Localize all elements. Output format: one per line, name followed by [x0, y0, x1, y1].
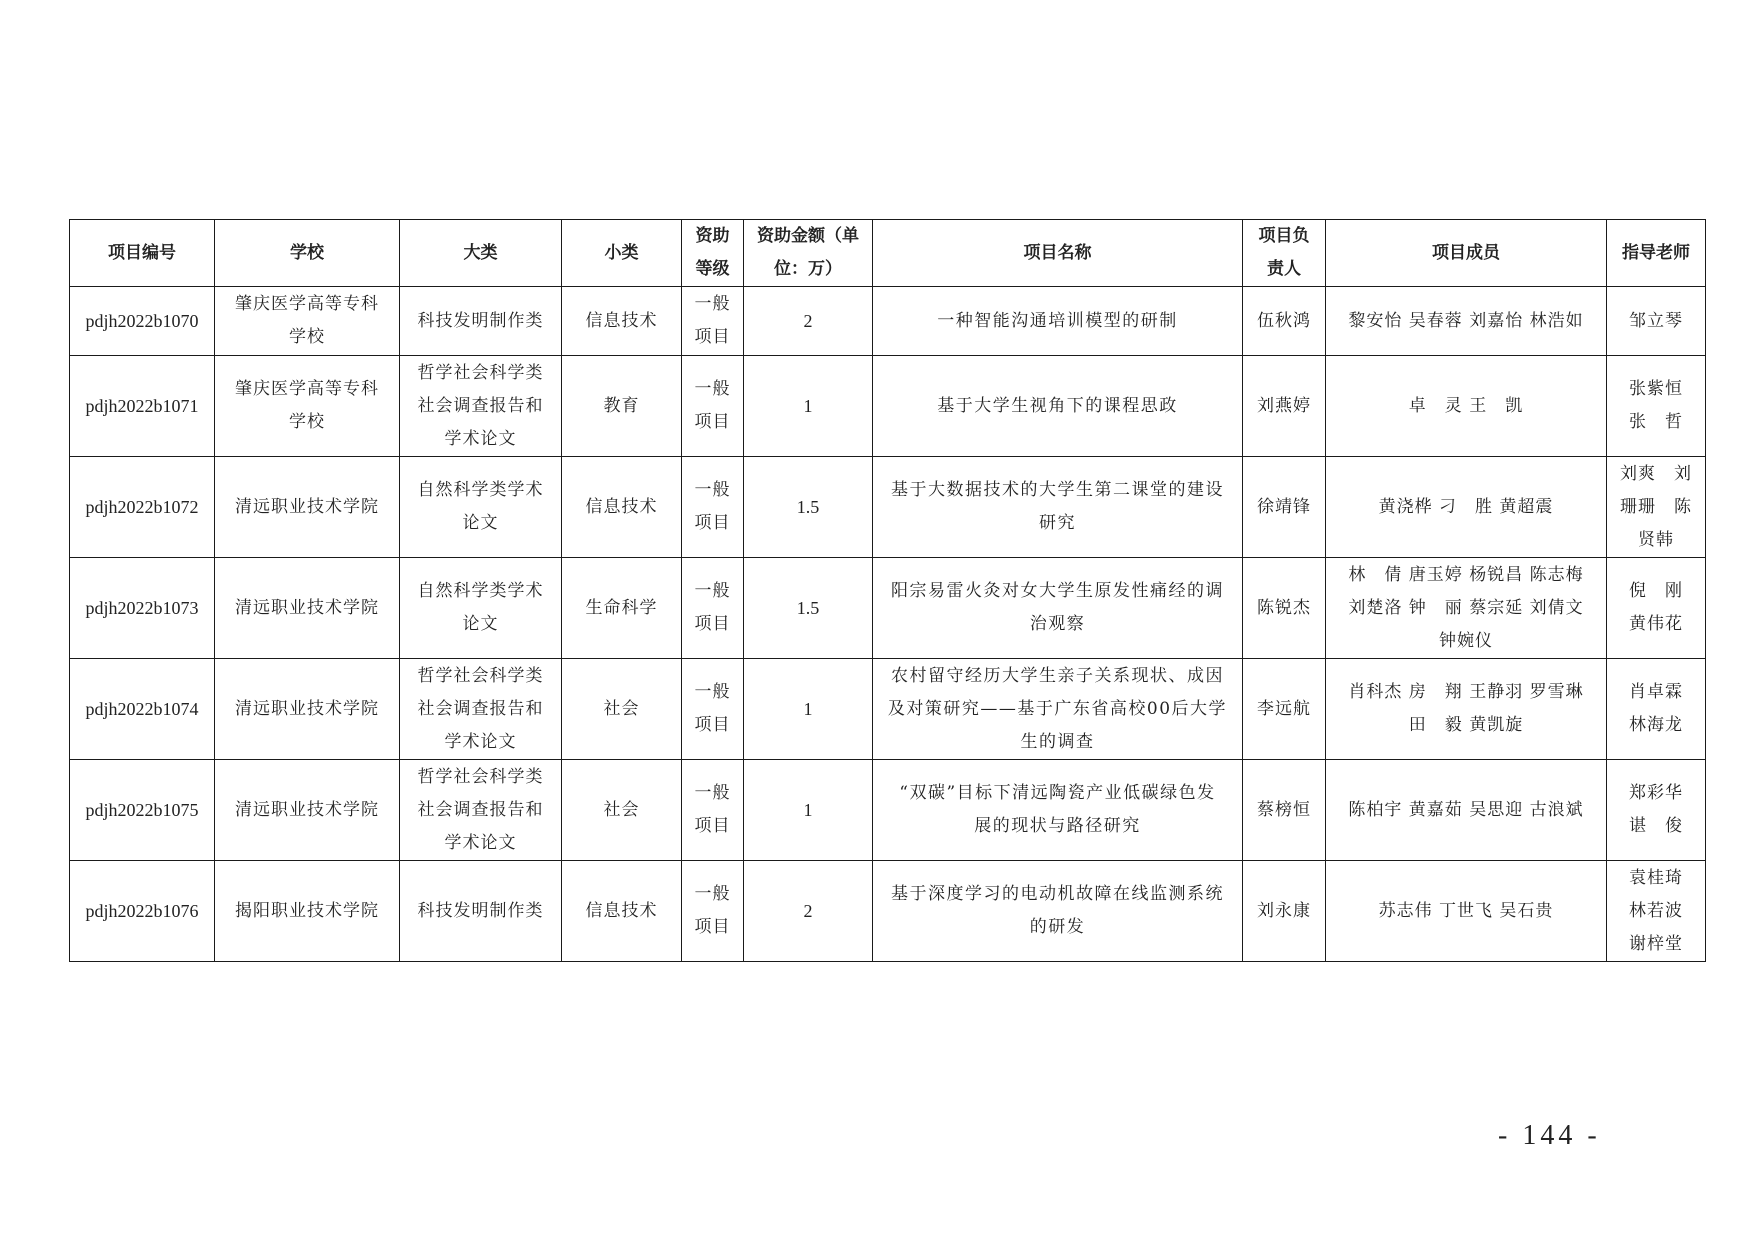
cell-project-name-line: 基于大数据技术的大学生第二课堂的建设: [891, 480, 1224, 500]
cell-school: [215, 558, 400, 659]
cell-funding-amount: 1: [744, 760, 873, 861]
cell-major-category-line: 论文: [462, 513, 499, 533]
cell-funding-level: [682, 356, 744, 457]
cell-advisor: [1607, 760, 1706, 861]
cell-funding-amount: 1.5: [744, 558, 873, 659]
cell-advisor-line: 黄伟花: [1629, 614, 1683, 634]
cell-school-line: 学校: [289, 327, 325, 347]
header-row: [70, 220, 1706, 287]
cell-funding-level: [682, 287, 744, 356]
cell-advisor-line: 郑彩华: [1629, 783, 1683, 803]
cell-school-line: 学校: [289, 412, 325, 432]
cell-funding-level: [682, 861, 744, 962]
cell-project-members-line: 刘楚洛 钟 丽 蔡宗延 刘倩文: [1348, 597, 1584, 618]
table-row: [70, 659, 1706, 760]
cell-school: [215, 861, 400, 962]
cell-major-category-line: 自然科学类学术: [417, 480, 544, 500]
cell-project-members-line: 陈柏宇 黄嘉茹 吴思迎 古浪斌: [1348, 799, 1584, 820]
cell-major-category-line: 学术论文: [444, 428, 517, 449]
cell-school-line: 揭阳职业技术学院: [235, 900, 379, 921]
cell-school: [215, 659, 400, 760]
cell-major-category: [400, 861, 562, 962]
cell-advisor-line: 邹立琴: [1629, 310, 1683, 331]
cell-funding-level-line: 一般: [694, 480, 731, 500]
table-row: [70, 760, 1706, 861]
cell-project-name-line: 治观察: [1029, 614, 1086, 634]
cell-project-name-line: 阳宗易雷火灸对女大学生原发性痛经的调: [891, 581, 1224, 601]
header-funding-amount: 资助金额（单位：万）: [744, 220, 873, 287]
project-table-container: [69, 219, 1705, 962]
cell-advisor-line: 刘爽 刘: [1620, 463, 1692, 484]
cell-advisor: [1607, 356, 1706, 457]
cell-project-members: [1326, 760, 1607, 861]
cell-funding-level-line: 项目: [694, 614, 731, 634]
table-body: [70, 287, 1706, 962]
cell-minor-category: 教育: [562, 356, 682, 457]
cell-project-members-line: 林 倩 唐玉婷 杨锐昌 陈志梅: [1348, 564, 1584, 585]
cell-project-members-line: 田 毅 黄凯旋: [1408, 715, 1524, 735]
cell-project-name: [873, 760, 1243, 861]
cell-project-code: pdjh2022b1074: [70, 659, 215, 760]
cell-minor-category: 信息技术: [562, 861, 682, 962]
cell-advisor-line: 珊珊 陈: [1620, 496, 1692, 517]
cell-project-members: [1326, 558, 1607, 659]
cell-project-code: pdjh2022b1075: [70, 760, 215, 861]
cell-project-members-line: 钟婉仪: [1439, 630, 1493, 651]
cell-project-members-line: 肖科杰 房 翔 王静羽 罗雪琳: [1348, 682, 1584, 702]
cell-minor-category: 社会: [562, 760, 682, 861]
cell-school-line: 清远职业技术学院: [235, 799, 379, 820]
cell-funding-level-line: 一般: [694, 783, 731, 803]
cell-major-category-line: 学术论文: [444, 832, 517, 853]
cell-project-members: [1326, 356, 1607, 457]
cell-funding-level-line: 项目: [694, 327, 731, 347]
cell-project-members: [1326, 659, 1607, 760]
cell-major-category-line: 学术论文: [444, 731, 517, 752]
cell-project-name: [873, 659, 1243, 760]
cell-project-code: pdjh2022b1076: [70, 861, 215, 962]
cell-project-name: [873, 287, 1243, 356]
cell-funding-level-line: 项目: [694, 513, 731, 533]
cell-major-category-line: 哲学社会科学类: [417, 766, 544, 787]
header-code: 项目编号: [70, 220, 215, 287]
cell-advisor: [1607, 287, 1706, 356]
table-row: [70, 356, 1706, 457]
cell-funding-level: [682, 558, 744, 659]
cell-funding-level-line: 一般: [694, 884, 731, 904]
cell-project-leader: 伍秋鸿: [1243, 287, 1326, 356]
cell-major-category-line: 自然科学类学术: [417, 581, 544, 601]
cell-funding-level: [682, 760, 744, 861]
cell-project-name-line: 一种智能沟通培训模型的研制: [937, 310, 1178, 331]
cell-advisor-line: 肖卓霖: [1629, 682, 1683, 702]
cell-school-line: 肇庆医学高等专科: [235, 294, 379, 314]
project-table: [69, 219, 1706, 962]
cell-project-name-line: 研究: [1039, 513, 1076, 533]
cell-school-line: 清远职业技术学院: [235, 597, 379, 618]
cell-project-name-line: 农村留守经历大学生亲子关系现状、成因: [891, 665, 1224, 686]
cell-project-name: [873, 457, 1243, 558]
table-row: [70, 287, 1706, 356]
cell-project-code: pdjh2022b1071: [70, 356, 215, 457]
cell-project-leader: 徐靖锋: [1243, 457, 1326, 558]
header-project-members: 项目成员: [1326, 220, 1607, 287]
cell-major-category: [400, 760, 562, 861]
header-major-category: 大类: [400, 220, 562, 287]
cell-funding-level-line: 一般: [694, 294, 731, 314]
cell-funding-level: [682, 659, 744, 760]
cell-project-code: pdjh2022b1072: [70, 457, 215, 558]
cell-school-line: 清远职业技术学院: [235, 698, 379, 719]
cell-school: [215, 457, 400, 558]
cell-project-code: pdjh2022b1070: [70, 287, 215, 356]
cell-project-members-line: 黄浇桦 刁 胜 黄超震: [1378, 496, 1554, 517]
cell-project-members: [1326, 457, 1607, 558]
cell-project-leader: 蔡榜恒: [1243, 760, 1326, 861]
cell-funding-level-line: 项目: [694, 917, 731, 937]
cell-project-leader: 刘燕婷: [1243, 356, 1326, 457]
page-number: - 144 -: [1498, 1120, 1601, 1151]
cell-funding-amount: 1: [744, 659, 873, 760]
table-row: [70, 558, 1706, 659]
table-row: [70, 861, 1706, 962]
header-project-name: 项目名称: [873, 220, 1243, 287]
cell-project-members-line: 黎安怡 吴春蓉 刘嘉怡 林浩如: [1348, 310, 1584, 331]
cell-project-name: [873, 356, 1243, 457]
cell-funding-level-line: 项目: [694, 715, 731, 735]
table-row: [70, 457, 1706, 558]
cell-project-name: [873, 558, 1243, 659]
header-school: 学校: [215, 220, 400, 287]
cell-advisor-line: 林海龙: [1629, 715, 1683, 735]
cell-project-members: [1326, 861, 1607, 962]
cell-major-category-line: 科技发明制作类: [417, 900, 544, 921]
cell-funding-level-line: 一般: [694, 379, 731, 399]
cell-minor-category: 社会: [562, 659, 682, 760]
cell-advisor-line: 谢梓堂: [1629, 933, 1683, 954]
cell-major-category: [400, 659, 562, 760]
header-advisor: 指导老师: [1607, 220, 1706, 287]
cell-funding-level-line: 项目: [694, 816, 731, 836]
cell-major-category-line: 社会调查报告和: [417, 395, 544, 416]
header-funding-level: 资助等级: [682, 220, 744, 287]
cell-funding-level: [682, 457, 744, 558]
cell-project-name: [873, 861, 1243, 962]
cell-school: [215, 287, 400, 356]
cell-major-category-line: 哲学社会科学类: [417, 362, 544, 383]
cell-project-members-line: 卓 灵 王 凯: [1408, 395, 1524, 416]
cell-major-category-line: 哲学社会科学类: [417, 665, 544, 686]
cell-project-members-line: 苏志伟 丁世飞 吴石贵: [1378, 900, 1554, 921]
cell-minor-category: 信息技术: [562, 457, 682, 558]
cell-advisor: [1607, 861, 1706, 962]
cell-project-leader: 李远航: [1243, 659, 1326, 760]
cell-advisor-line: 谌 俊: [1629, 816, 1683, 836]
cell-major-category: [400, 356, 562, 457]
header-minor-category: 小类: [562, 220, 682, 287]
header-project-leader: 项目负责人: [1243, 220, 1326, 287]
cell-funding-level-line: 一般: [694, 682, 731, 702]
cell-funding-amount: 2: [744, 861, 873, 962]
cell-advisor-line: 林若波: [1629, 900, 1683, 921]
cell-project-name-line: 生的调查: [1020, 731, 1095, 752]
cell-project-name-line: 基于大学生视角下的课程思政: [937, 395, 1178, 416]
cell-major-category-line: 社会调查报告和: [417, 698, 544, 719]
cell-advisor-line: 张紫恒: [1629, 379, 1683, 399]
cell-school: [215, 760, 400, 861]
cell-major-category: [400, 558, 562, 659]
cell-funding-amount: 1: [744, 356, 873, 457]
cell-project-name-line: 展的现状与路径研究: [974, 816, 1141, 836]
cell-project-leader: 刘永康: [1243, 861, 1326, 962]
cell-advisor-line: 贤韩: [1638, 529, 1674, 550]
cell-funding-level-line: 一般: [694, 581, 731, 601]
cell-minor-category: 生命科学: [562, 558, 682, 659]
cell-funding-amount: 1.5: [744, 457, 873, 558]
cell-project-leader: 陈锐杰: [1243, 558, 1326, 659]
cell-project-name-line: “双碳”目标下清远陶瓷产业低碳绿色发: [899, 783, 1216, 803]
cell-funding-amount: 2: [744, 287, 873, 356]
cell-advisor: [1607, 457, 1706, 558]
cell-advisor: [1607, 659, 1706, 760]
cell-project-name-line: 基于深度学习的电动机故障在线监测系统: [891, 884, 1224, 904]
cell-school-line: 清远职业技术学院: [235, 496, 379, 517]
cell-major-category: [400, 287, 562, 356]
cell-funding-level-line: 项目: [694, 412, 731, 432]
cell-major-category-line: 科技发明制作类: [417, 310, 544, 331]
cell-project-code: pdjh2022b1073: [70, 558, 215, 659]
cell-advisor-line: 倪 刚: [1629, 581, 1683, 601]
cell-school: [215, 356, 400, 457]
cell-advisor-line: 张 哲: [1629, 412, 1683, 432]
cell-major-category-line: 论文: [462, 614, 499, 634]
cell-project-name-line: 的研发: [1029, 917, 1086, 937]
cell-advisor: [1607, 558, 1706, 659]
cell-school-line: 肇庆医学高等专科: [235, 379, 379, 399]
cell-major-category: [400, 457, 562, 558]
cell-advisor-line: 袁桂琦: [1629, 867, 1683, 888]
cell-minor-category: 信息技术: [562, 287, 682, 356]
cell-project-name-line: 及对策研究——基于广东省高校00后大学: [887, 698, 1228, 719]
cell-project-members: [1326, 287, 1607, 356]
cell-major-category-line: 社会调查报告和: [417, 799, 544, 820]
